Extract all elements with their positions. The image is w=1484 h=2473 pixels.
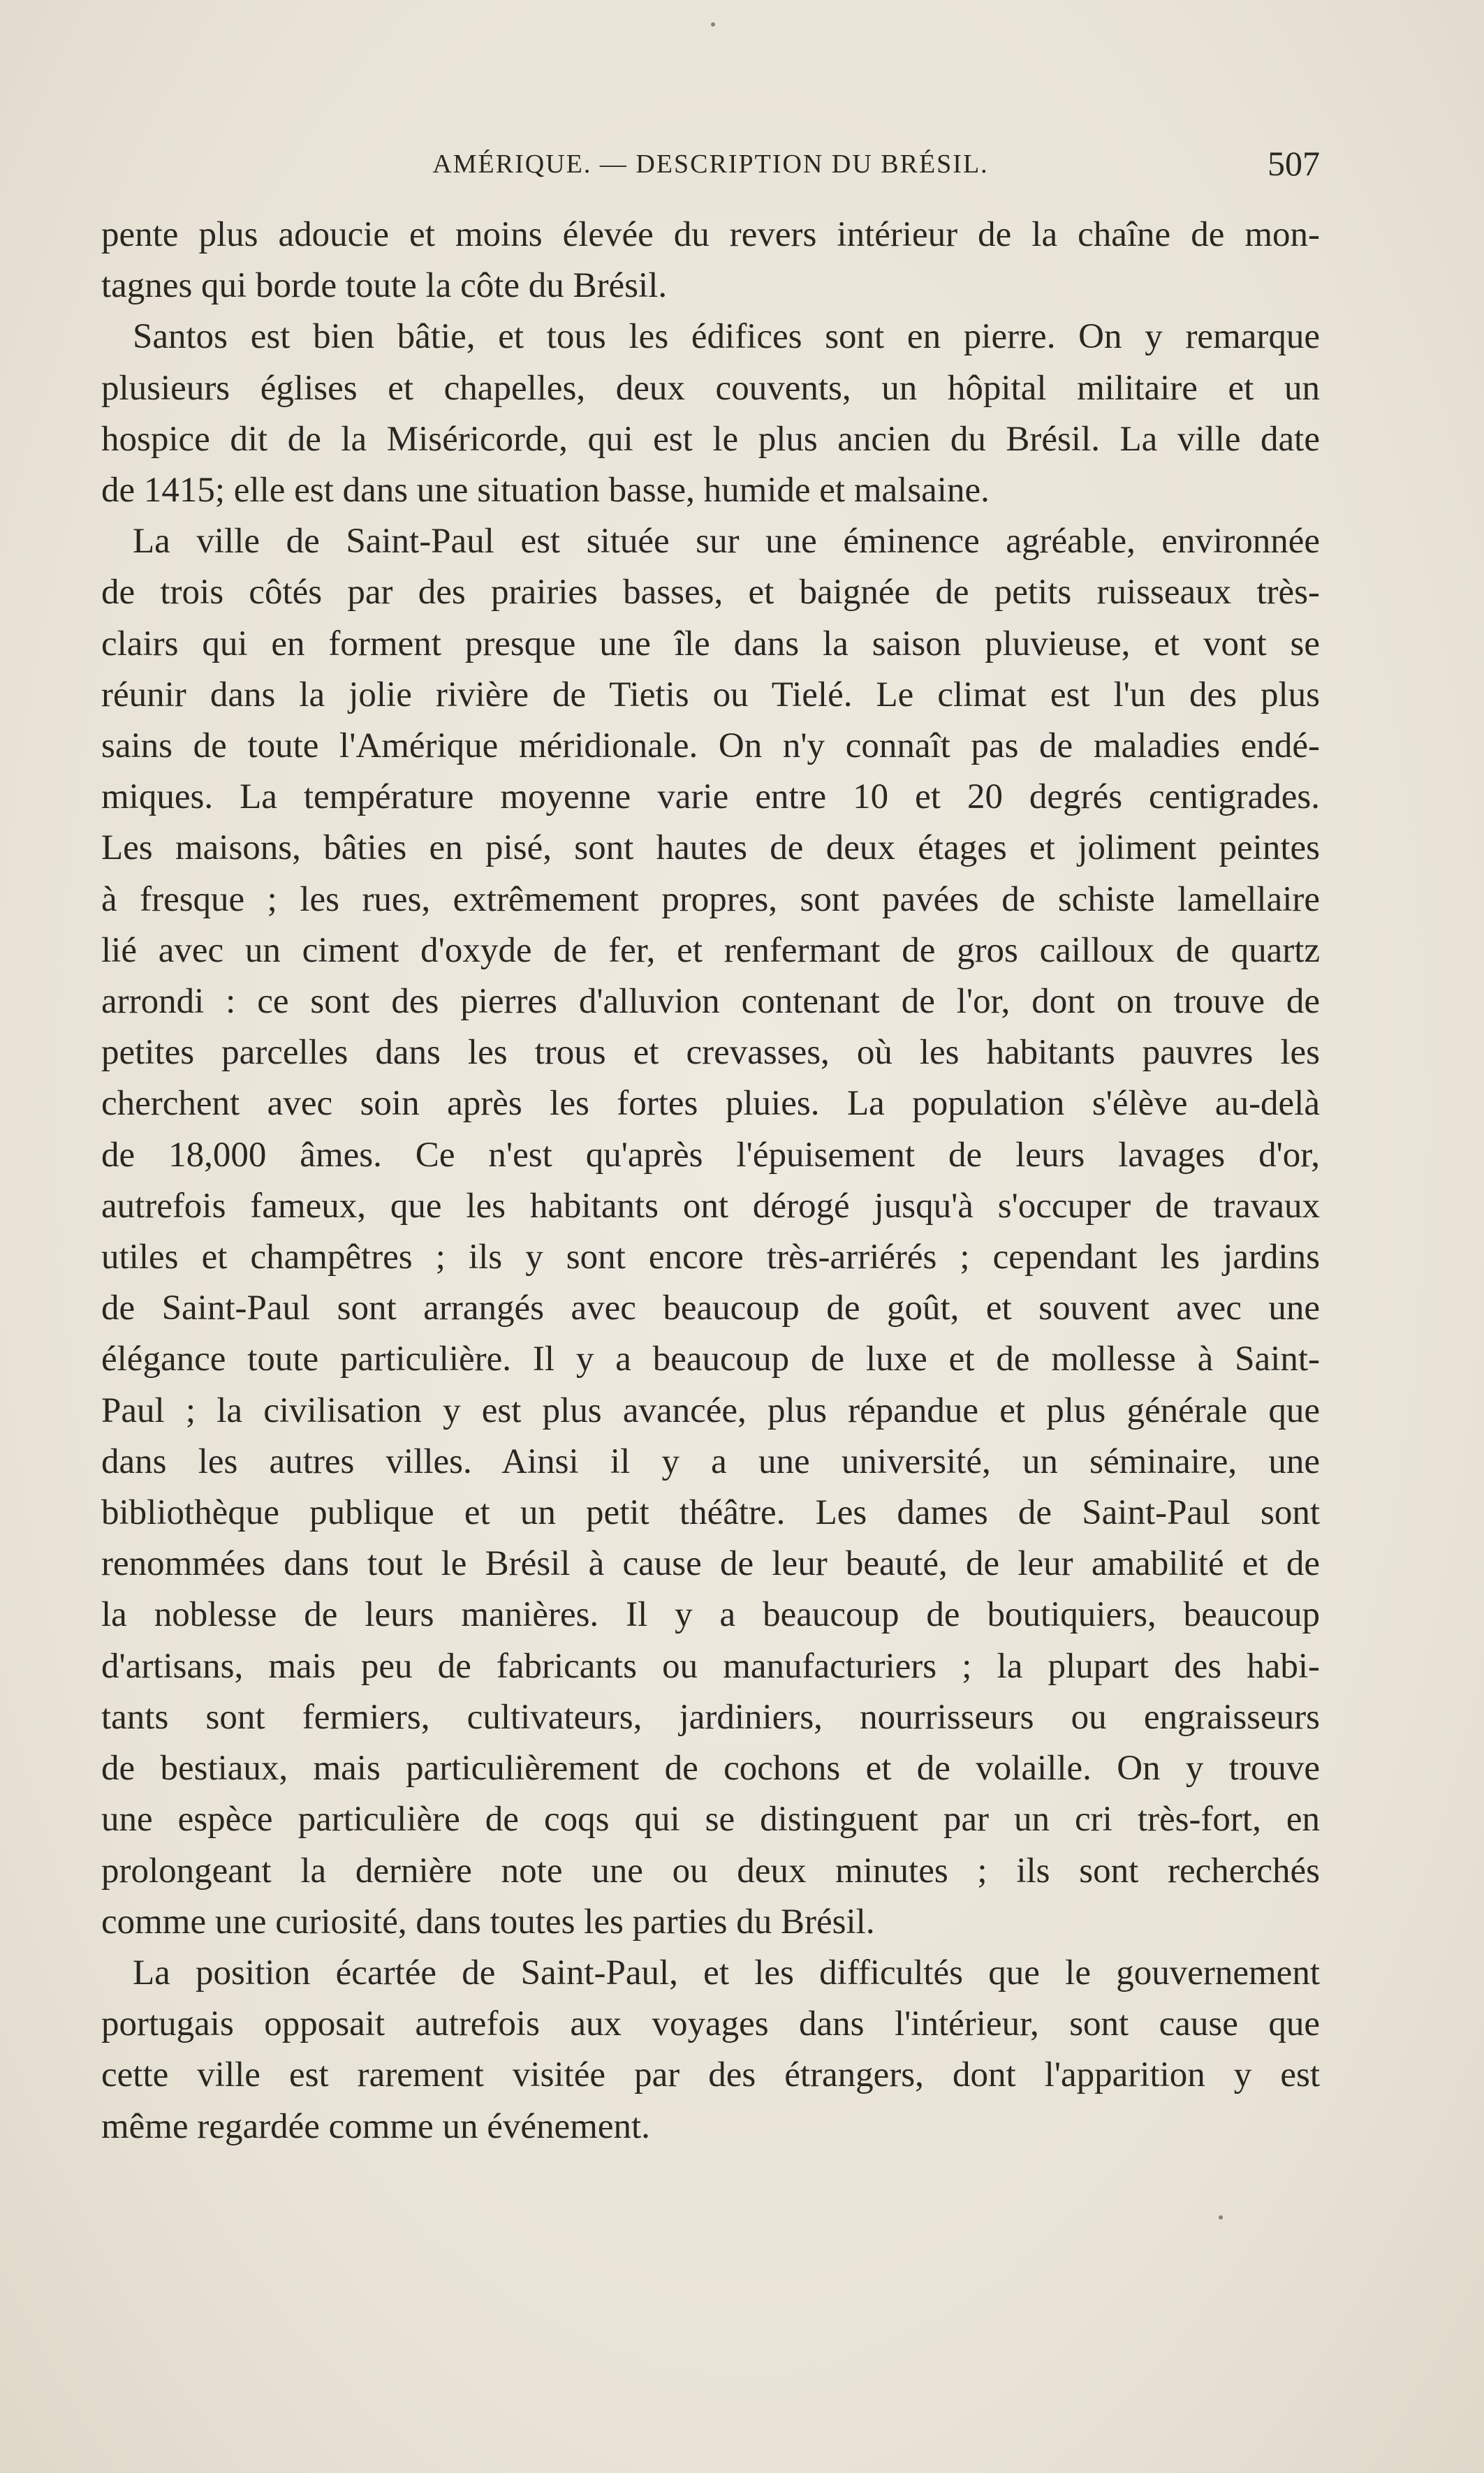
text-line: autrefois fameux, que les habitants ont dérogé jusqu'à s'occuper de travaux bbox=[101, 1186, 1320, 1226]
text-line: de 1415; elle est dans une situation basse, humide et malsaine. bbox=[101, 471, 990, 511]
text-line: hospice dit de la Miséricorde, qui est le plus ancien du Brésil. La ville date bbox=[101, 419, 1320, 459]
text-line: de trois côtés par des prairies basses, et baignée de petits ruisseaux très- bbox=[101, 573, 1320, 612]
text-line: Les maisons, bâties en pisé, sont hautes de deux étages et joliment peintes bbox=[101, 828, 1320, 868]
text-line: tagnes qui borde toute la côte du Brésil. bbox=[101, 266, 668, 306]
text-line: même regardée comme un événement. bbox=[101, 2106, 650, 2146]
text-line: lié avec un ciment d'oxyde de fer, et renfermant de gros cailloux de quartz bbox=[101, 930, 1320, 970]
text-line: réunir dans la jolie rivière de Tietis ou Tielé. Le climat est l'un des plus bbox=[101, 675, 1320, 714]
text-line: arrondi : ce sont des pierres d'alluvion contenant de l'or, dont on trouve de bbox=[101, 982, 1320, 1022]
text-line: d'artisans, mais peu de fabricants ou manufacturiers ; la plupart des habi- bbox=[101, 1646, 1320, 1686]
text-line: cherchent avec soin après les fortes pluies. La population s'élève au-delà bbox=[101, 1084, 1320, 1124]
text-line: miques. La température moyenne varie entre 10 et 20 degrés centigrades. bbox=[101, 777, 1320, 817]
text-line: dans les autres villes. Ainsi il y a une université, un séminaire, une bbox=[101, 1441, 1320, 1481]
paper-speck bbox=[1219, 2215, 1223, 2219]
text-line: comme une curiosité, dans toutes les parties du Brésil. bbox=[101, 1902, 875, 1942]
text-line: La position écartée de Saint-Paul, et les difficultés que le gouvernement bbox=[133, 1953, 1320, 1993]
text-line: la noblesse de leurs manières. Il y a beaucoup de boutiquiers, beaucoup bbox=[101, 1595, 1320, 1635]
text-line: pente plus adoucie et moins élevée du revers intérieur de la chaîne de mon- bbox=[101, 215, 1320, 254]
text-line: bibliothèque publique et un petit théâtre. Les dames de Saint-Paul sont bbox=[101, 1493, 1320, 1533]
text-line: de 18,000 âmes. Ce n'est qu'après l'épuisement de leurs lavages d'or, bbox=[101, 1135, 1320, 1175]
text-line: cette ville est rarement visitée par des étrangers, dont l'apparition y est bbox=[101, 2055, 1320, 2095]
body-text bbox=[101, 210, 1320, 2152]
text-line: une espèce particulière de coqs qui se distinguent par un cri très-fort, en bbox=[101, 1800, 1320, 1840]
text-line: de bestiaux, mais particulièrement de cochons et de volaille. On y trouve bbox=[101, 1749, 1320, 1789]
text-line: plusieurs églises et chapelles, deux couvents, un hôpital militaire et un bbox=[101, 368, 1320, 408]
text-line: tants sont fermiers, cultivateurs, jardiniers, nourrisseurs ou engraisseurs bbox=[101, 1697, 1320, 1737]
running-head: AMÉRIQUE. — DESCRIPTION DU BRÉSIL. bbox=[432, 149, 989, 179]
text-line: prolongeant la dernière note une ou deux minutes ; ils sont recherchés bbox=[101, 1851, 1320, 1891]
text-line: clairs qui en forment presque une île dans la saison pluvieuse, et vont se bbox=[101, 624, 1320, 663]
paper-speck bbox=[711, 22, 715, 27]
text-line: sains de toute l'Amérique méridionale. On n'y connaît pas de maladies endé- bbox=[101, 726, 1320, 766]
page-header bbox=[101, 143, 1320, 185]
text-line: utiles et champêtres ; ils y sont encore très-arriérés ; cependant les jardins bbox=[101, 1238, 1320, 1277]
text-line: Santos est bien bâtie, et tous les édifices sont en pierre. On y remarque bbox=[133, 317, 1320, 357]
text-line: petites parcelles dans les trous et crevasses, où les habitants pauvres les bbox=[101, 1033, 1320, 1073]
text-line: portugais opposait autrefois aux voyages dans l'intérieur, sont cause que bbox=[101, 2004, 1320, 2044]
text-line: renommées dans tout le Brésil à cause de leur beauté, de leur amabilité et de bbox=[101, 1544, 1320, 1584]
page-number: 507 bbox=[1268, 144, 1320, 183]
text-line: Paul ; la civilisation y est plus avancée, plus répandue et plus générale que bbox=[101, 1390, 1320, 1430]
text-line: à fresque ; les rues, extrêmement propres, sont pavées de schiste lamellaire bbox=[101, 879, 1320, 919]
text-line: élégance toute particulière. Il y a beaucoup de luxe et de mollesse à Saint- bbox=[101, 1340, 1320, 1379]
text-line: de Saint-Paul sont arrangés avec beaucoup de goût, et souvent avec une bbox=[101, 1289, 1320, 1328]
text-line: La ville de Saint-Paul est située sur une éminence agréable, environnée bbox=[133, 522, 1320, 562]
